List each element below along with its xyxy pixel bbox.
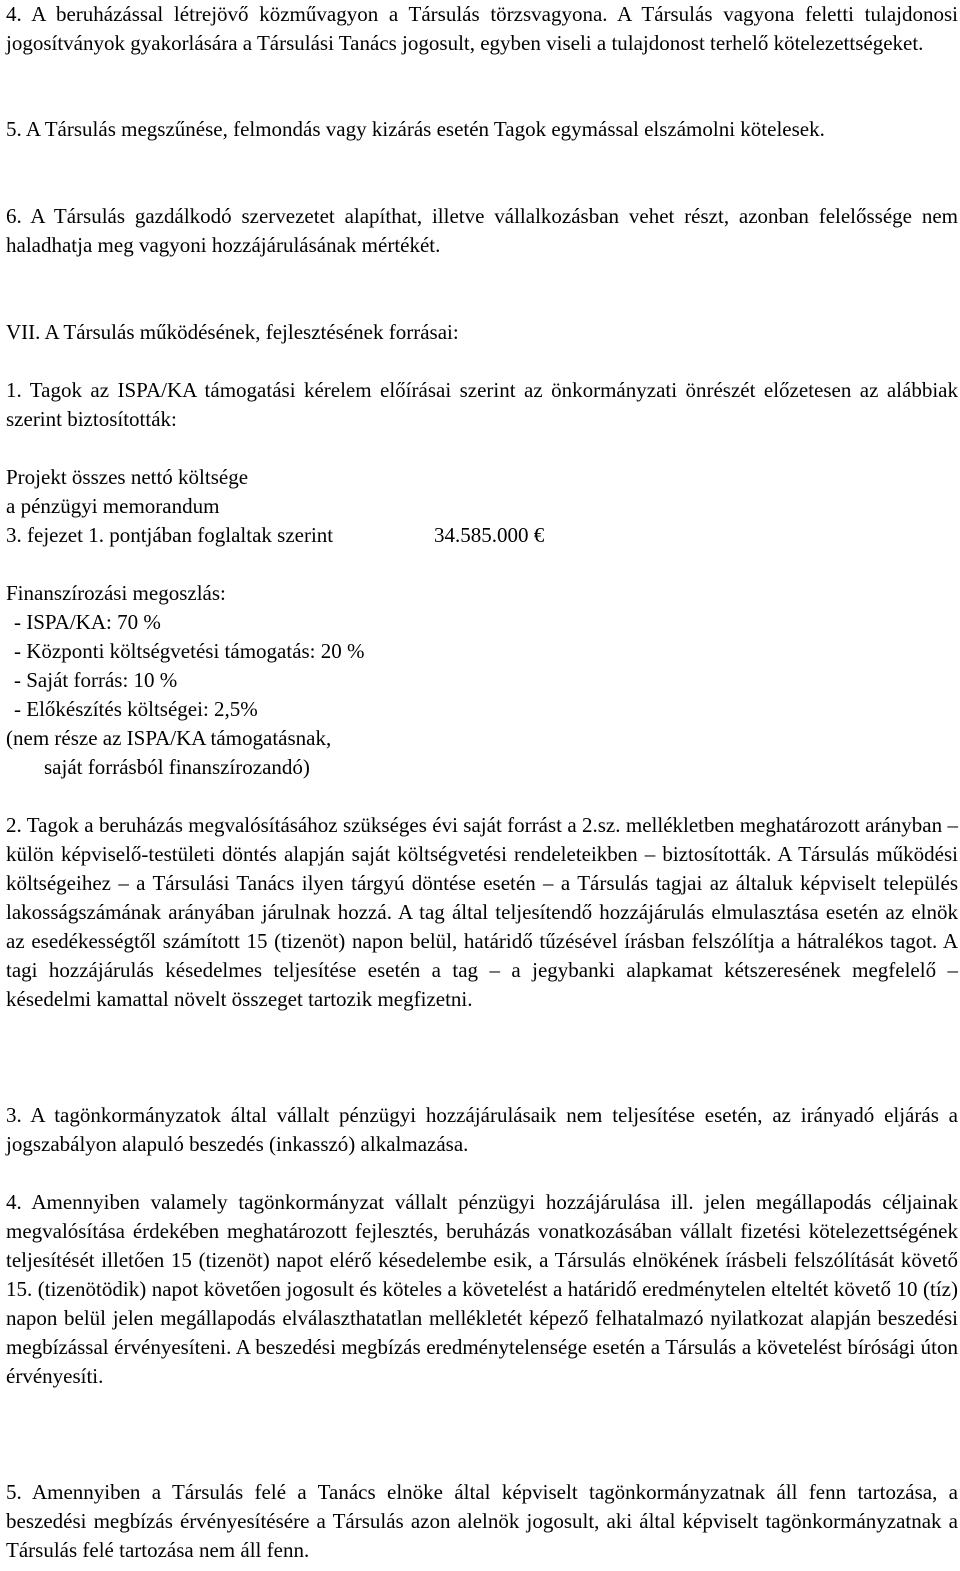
- paragraph-6: 6. A Társulás gazdálkodó szervezetet alapíthat, illetve vállalkozásban vehet részt, azonban felelőssége nem haladhatja meg vagyoni hozzájárulásának mértékét.: [6, 204, 958, 257]
- cost-amount: 34.585.000 €: [434, 523, 545, 547]
- financing-item: - ISPA/KA: 70 %: [14, 610, 161, 634]
- cost-label-line-3: 3. fejezet 1. pontjában foglaltak szerint: [6, 523, 334, 547]
- paragraph-5: 5. A Társulás megszűnése, felmondás vagy kizárás esetén Tagok egymással elszámolni kötelesek.: [6, 117, 825, 141]
- section-paragraph-3: 3. A tagönkormányzatok által vállalt pénzügyi hozzájárulásaik nem teljesítése esetén, az irányadó eljárás a jogszabályon alapuló beszedés (inkasszó) alkalmazása.: [6, 1103, 958, 1156]
- cost-label-line-2: a pénzügyi memorandum: [6, 494, 220, 518]
- section-paragraph-1: 1. Tagok az ISPA/KA támogatási kérelem előírásai szerint az önkormányzati önrészét előzetesen az alábbiak szerint biztosították:: [6, 378, 958, 431]
- financing-note-line-2: saját forrásból finanszírozandó): [44, 755, 310, 779]
- paragraph-4: 4. A beruházással létrejövő közművagyon a Társulás törzsvagyona. A Társulás vagyona feletti tulajdonosi jogosítványok gyakorlására a Társulási Tanács jogosult, egyben viseli a tulajdonost terhelő kötelezettségeket.: [6, 2, 958, 55]
- section-paragraph-5: 5. Amennyiben a Társulás felé a Tanács elnöke által képviselt tagönkormányzatnak áll fenn tartozása, a beszedési megbízás érvényesítésére a Társulás azon alelnök jogosult, aki által képviselt tagönkormányzatnak a Társulás felé tartozása nem áll fenn.: [6, 1480, 958, 1562]
- cost-label-line-1: Projekt összes nettó költsége: [6, 465, 249, 489]
- financing-note-line-1: (nem része az ISPA/KA támogatásnak,: [6, 726, 332, 750]
- section-paragraph-4: 4. Amennyiben valamely tagönkormányzat vállalt pénzügyi hozzájárulása ill. jelen megállapodás céljainak megvalósítása érdekében meghatározott fejlesztés, beruházás vonatkozásában vállalt fizetési kötelezettségének teljesítését illetően 15 (tizenöt) napot elérő késedelembe esik, a Társulás elnökének írásbeli felszólítását követő 15. (tizenötödik) napot követően jogosult és köteles a követelést a határidő eredménytelen elteltét követő 10 (tíz) napon belül jelen megállapodás elválaszthatatlan mellékletét képező felhatalmazó nyilatkozat alapján beszedési megbízással érvényesíteni. A beszedési megbízás eredménytelensége esetén a Társulás a követelést bírósági úton érvényesíti.: [6, 1190, 958, 1388]
- section-paragraph-2: 2. Tagok a beruházás megvalósításához szükséges évi saját forrást a 2.sz. mellékletben meghatározott arányban – külön képviselő-testületi döntés alapján saját költségvetési rendeleteikben – biztosították. A Társulás működési költségeihez – a Társulási Tanács ilyen tárgyú döntése esetén – a Társulás tagjai az általuk képviselt település lakosságszámának arányában járulnak hozzá. A tag által teljesítendő hozzájárulás elmulasztása esetén az elnök az esedékességtől számított 15 (tizenöt) napon belül, határidő tűzésével írásban felszólítja a hátralékos tagot. A tagi hozzájárulás késedelmes teljesítése esetén a tag – a jegybanki alapkamat kétszeresének megfelelő – késedelmi kamattal növelt összeget tartozik megfizetni.: [6, 813, 958, 1011]
- financing-item: - Saját forrás: 10 %: [14, 668, 178, 692]
- section-heading: VII. A Társulás működésének, fejlesztésének forrásai:: [6, 320, 459, 344]
- financing-title: Finanszírozási megoszlás:: [6, 581, 226, 605]
- financing-item: - Előkészítés költségei: 2,5%: [14, 697, 258, 721]
- financing-item: - Központi költségvetési támogatás: 20 %: [14, 639, 365, 663]
